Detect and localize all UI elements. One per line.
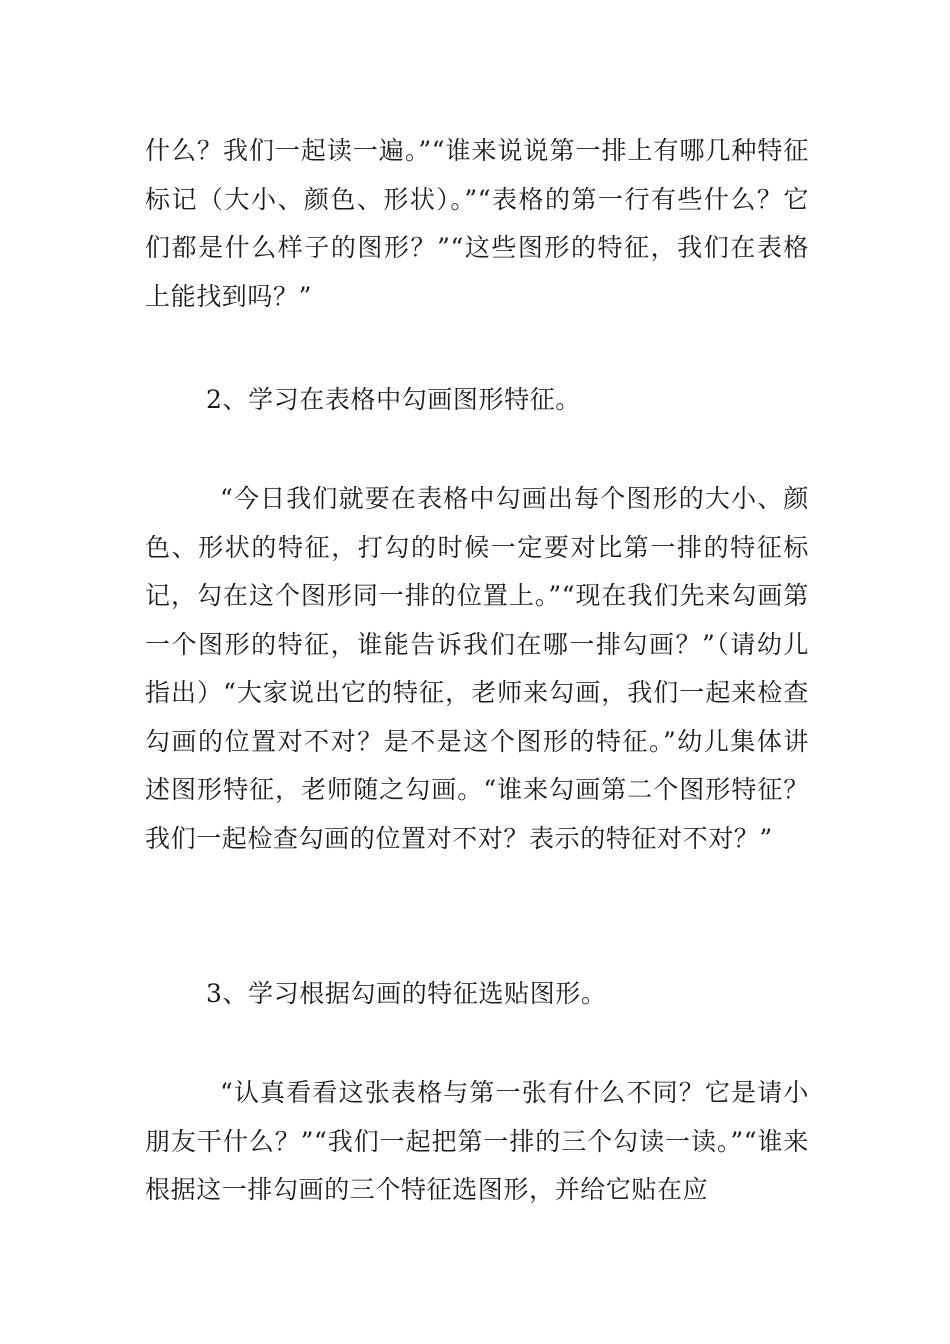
paragraph-1: 什么？我们一起读一遍。”“谁来说说第一排上有哪几种特征标记（大小、颜色、形状）。”“表格的第一行有些什么？它们都是什么样子的图形？”“这些图形的特征，我们在表格上能找到吗？”: [145, 136, 809, 311]
section-2-heading: 2、学习在表格中勾画图形特征。: [206, 385, 581, 414]
paragraph-2: “今日我们就要在表格中勾画出每个图形的大小、颜色、形状的特征，打勾的时候一定要对比第一排的特征标记，勾在这个图形同一排的位置上。”“现在我们先来勾画第一个图形的特征，谁能告诉我们在哪一排勾画？”（请幼儿指出）“大家说出它的特征，老师来勾画，我们一起来检查勾画的位置对不对？是不是这个图形的特征。”幼儿集体讲述图形特征，老师随之勾画。“谁来勾画第二个图形特征？我们一起检查勾画的位置对不对？表示的特征对不对？”: [145, 484, 809, 853]
paragraph-3: “认真看看这张表格与第一张有什么不同？它是请小朋友干什么？”“我们一起把第一排的三个勾读一读。”“谁来根据这一排勾画的三个特征选图形，并给它贴在应: [145, 1078, 809, 1204]
section-3-heading: 3、学习根据勾画的特征选贴图形。: [206, 979, 607, 1008]
